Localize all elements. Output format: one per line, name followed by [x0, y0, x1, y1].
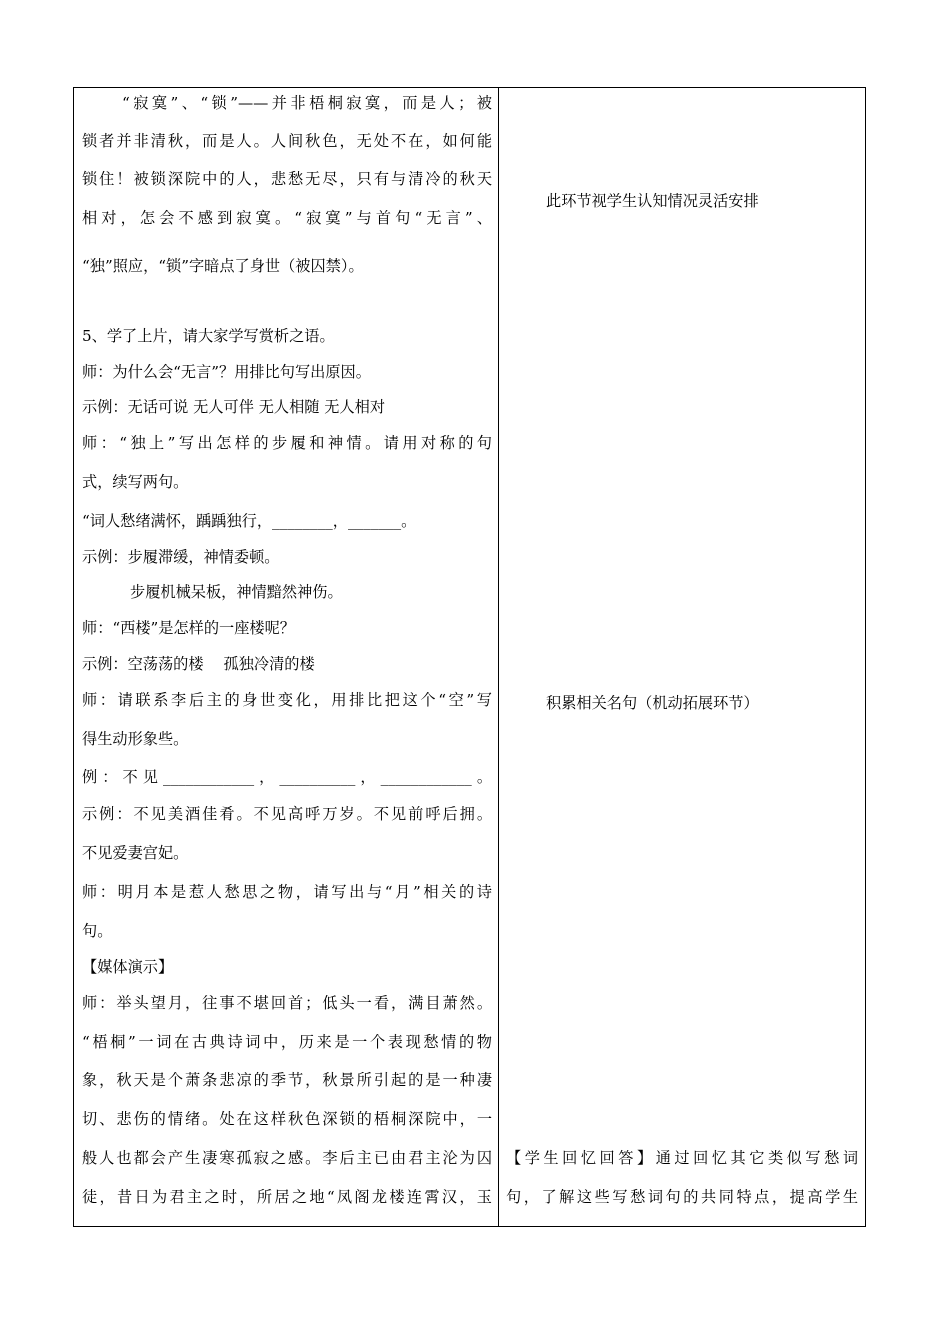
text-line: 式，续写两句。 — [82, 473, 189, 491]
design-note: 句，了解这些写愁词句的共同特点，提高学生 — [506, 1188, 858, 1206]
text-line: 师：明月本是惹人愁思之物，请写出与“月”相关的诗 — [82, 883, 492, 901]
text-line: “独”照应，“锁”字暗点了身世（被囚禁）。 — [82, 257, 364, 275]
text-line: “词人愁绪满怀，踽踽独行，________，_______。 — [82, 512, 417, 530]
text-line: 师：请联系李后主的身世变化，用排比把这个“空”写 — [82, 691, 492, 709]
text-line: 切、悲伤的情绪。处在这样秋色深锁的梧桐深院中，一 — [82, 1110, 492, 1128]
text-line: 师：“西楼”是怎样的一座楼呢？ — [82, 619, 295, 637]
text-line: 徒，昔日为君主之时，所居之地“凤阁龙楼连霄汉，玉 — [82, 1188, 492, 1206]
design-note: 此环节视学生认知情况灵活安排 — [546, 192, 759, 210]
text-line: 步履机械呆板，神情黯然神伤。 — [130, 583, 343, 601]
design-note: 【学生回忆回答】通过回忆其它类似写愁词 — [506, 1149, 858, 1167]
lesson-plan-table — [73, 87, 866, 1227]
text-line: 锁住！被锁深院中的人，悲愁无尽，只有与清冷的秋天 — [82, 170, 492, 188]
text-line: 例：不见____________，__________，____________。 — [82, 768, 492, 786]
text-line: 示例：不见美酒佳肴。不见高呼万岁。不见前呼后拥。 — [82, 805, 492, 823]
text-line: 示例：步履滞缓，神情委顿。 — [82, 548, 280, 566]
design-note: 积累相关名句（机动拓展环节） — [546, 694, 759, 712]
text-line: 般人也都会产生凄寒孤寂之感。李后主已由君主沦为囚 — [82, 1149, 492, 1167]
text-line: 师：“独上”写出怎样的步履和神情。请用对称的句 — [82, 434, 492, 452]
column-divider — [498, 88, 499, 1226]
text-line: 示例：无话可说 无人可伴 无人相随 无人相对 — [82, 398, 386, 416]
text-line: 相对，怎会不感到寂寞。“寂寞”与首句“无言”、 — [82, 209, 492, 227]
text-line: “寂寞”、“锁”——并非梧桐寂寞，而是人；被 — [122, 94, 492, 112]
section-heading: 5、学了上片，请大家学写赏析之语。 — [82, 327, 335, 345]
text-line: 不见爱妻宫妃。 — [82, 844, 189, 862]
text-line: 锁者并非清秋，而是人。人间秋色，无处不在，如何能 — [82, 132, 492, 150]
text-line: 示例：空荡荡的楼 孤独冷清的楼 — [82, 655, 315, 673]
text-line: 师：举头望月，往事不堪回首；低头一看，满目萧然。 — [82, 994, 492, 1012]
text-line: 句。 — [82, 922, 113, 940]
text-line: “梧桐”一词在古典诗词中，历来是一个表现愁情的物 — [82, 1033, 492, 1051]
text-line: 象，秋天是个萧条悲凉的季节，秋景所引起的是一种凄 — [82, 1071, 492, 1089]
section-heading: 【媒体演示】 — [82, 958, 174, 976]
text-line: 得生动形象些。 — [82, 730, 189, 748]
text-line: 师：为什么会“无言”？用排比句写出原因。 — [82, 363, 371, 381]
